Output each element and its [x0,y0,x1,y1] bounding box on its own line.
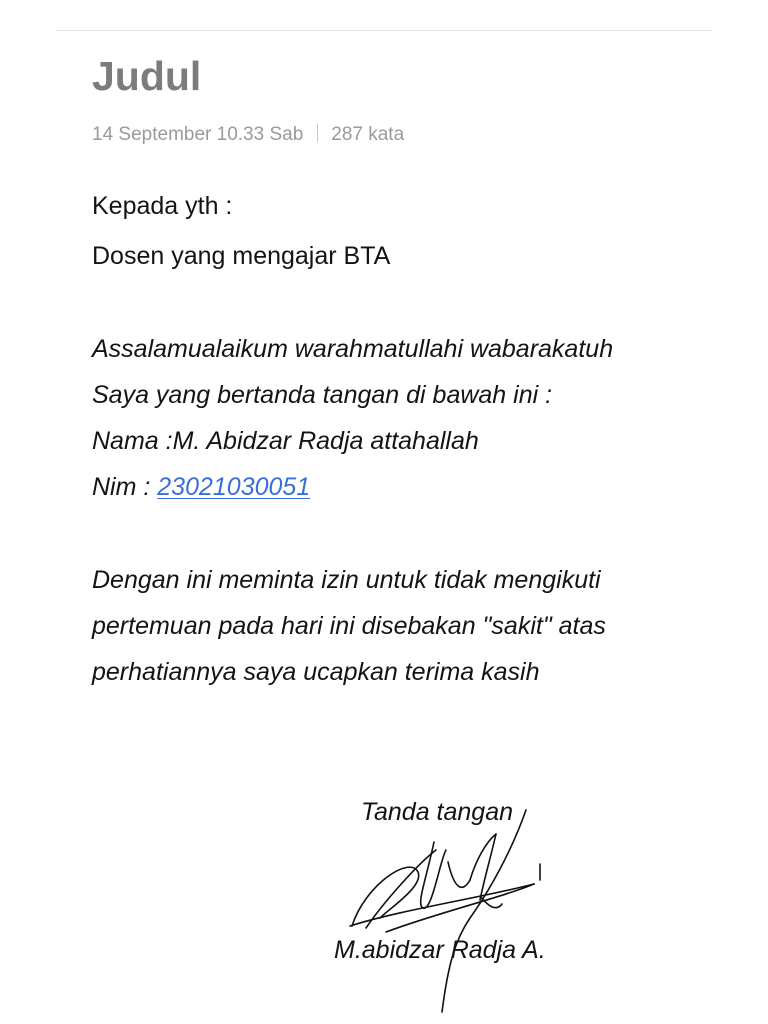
meta-divider [317,124,318,142]
intro-line: Saya yang bertanda tangan di bawah ini : [92,381,553,409]
name-line: Nama :M. Abidzar Radja attahallah [92,427,479,455]
word-count: 287 kata [331,124,405,145]
handwritten-signature [330,800,570,1024]
greeting-line: Assalamualaikum warahmatullahi wabarakatuh [92,335,614,363]
recipient-label: Kepada yth : [92,192,233,220]
signature-name: M.abidzar Radja A. [334,936,546,964]
request-line-1: Dengan ini meminta izin untuk tidak mengikuti [92,566,601,594]
note-date: 14 September 10.33 Sab [92,124,304,145]
nim-line [92,472,310,502]
nim-link[interactable]: 23021030051 [157,473,311,501]
note-meta [92,123,404,147]
recipient-line: Dosen yang mengajar BTA [92,242,391,270]
nim-label: Nim : [92,473,158,501]
signature-label: Tanda tangan [361,798,514,826]
request-line-3: perhatiannya saya ucapkan terima kasih [92,658,540,686]
request-line-2: pertemuan pada hari ini disebakan "sakit" atas [92,612,606,640]
note-title[interactable]: Judul [92,53,202,99]
top-divider [56,30,712,31]
